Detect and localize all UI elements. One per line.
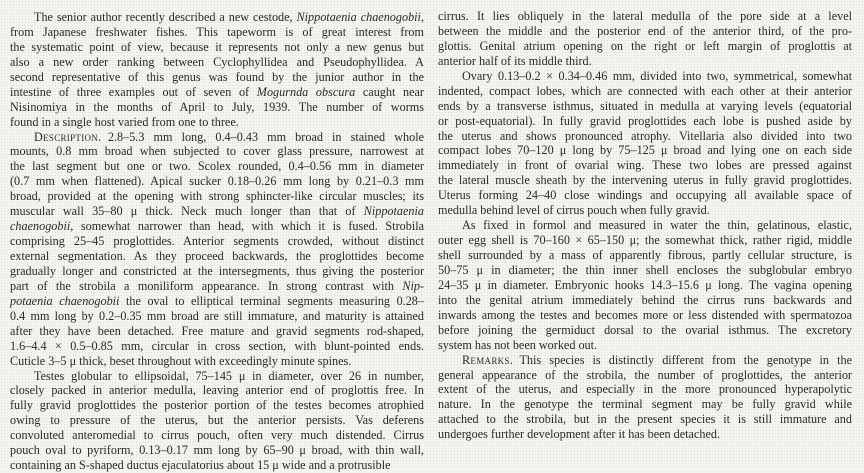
text-line: outer egg shell is 70–160 × 65–150 μ; the somewhat thick, rather rigid, middle <box>438 233 852 248</box>
text-line: 1.6–4.4 × 0.5–0.85 mm, circular in cross section, with blunt-pointed ends. <box>10 339 424 354</box>
text-line: immediately in front of ovarial wing. These two lobes are pressed against <box>438 158 852 173</box>
text-line: broad, provided at the opening with strong sphincter-like circular muscles; its <box>10 189 424 204</box>
text-line: pouch oval to pyriform, 0.13–0.17 mm long by 65–90 μ broad, with thin wall, <box>10 443 424 458</box>
text-line: Cuticle 3–5 μ thick, beset throughout with exceedingly minute spines. <box>10 354 424 369</box>
section-description <box>10 130 424 369</box>
text-line: mounts, 0.8 mm broad when subjected to cover glass pressure, narrowest at <box>10 144 424 159</box>
text-line: convoluted anteromedial to cirrus pouch, often very much distended. Cirrus <box>10 428 424 443</box>
text-line: also a new order ranking between Cyclophyllidea and Pseudophyllidea. A <box>10 55 424 70</box>
text-line: indented, compact lobes, which are connected with each other at their anterior <box>438 84 852 99</box>
text-line: anterior half of its middle third. <box>438 54 852 69</box>
text-line: Remarks. This species is distinctly different from the genotype in the <box>438 353 852 368</box>
text-line: general appearance of the strobila, the number of proglottides, the anterior <box>438 368 852 383</box>
text-line: Testes globular to ellipsoidal, 75–145 μ in diameter, over 26 in number, <box>10 369 424 384</box>
text-line: undergoes further development after it has been detached. <box>438 427 852 442</box>
text-line: Description. 2.8–5.3 mm long, 0.4–0.43 mm broad in stained whole <box>10 130 424 145</box>
paragraph <box>10 10 424 130</box>
text-line: attached to the strobila, but in the present species it is still immature and <box>438 412 852 427</box>
right-column <box>438 9 852 442</box>
text-line: from Japanese freshwater fishes. This tapeworm is of great interest from <box>10 25 424 40</box>
section-heading: Description. <box>34 130 108 144</box>
text-line: glottis. Genital atrium opening on the right or left margin of proglottis at <box>438 39 852 54</box>
text-line: cirrus. It lies obliquely in the lateral medulla of the pore side at a level <box>438 9 852 24</box>
text-line: compact lobes 70–120 μ long by 75–125 μ broad and lying one on each side <box>438 143 852 158</box>
text-line: Ovary 0.13–0.2 × 0.34–0.46 mm, divided into two, symmetrical, somewhat <box>438 69 852 84</box>
text-line: owing to pressure of the uterus, but the anterior persists. Vas deferens <box>10 413 424 428</box>
text-line: (0.7 mm when flattened). Apical sucker 0.18–0.26 mm long by 0.21–0.3 mm <box>10 174 424 189</box>
text-line: 0.4 mm long by 0.2–0.35 mm broad are still immature, and maturity is attained <box>10 309 424 324</box>
text-line: inwards among the testes and becomes more or less distended with spermatozoa <box>438 308 852 323</box>
text-line: medulla behind level of cirrus pouch when fully gravid. <box>438 203 852 218</box>
text-line: Uterus forming 24–40 close windings and occupying all available space of <box>438 188 852 203</box>
section-remarks <box>438 353 852 443</box>
text-line: nature. In the genotype the terminal segment may be fully gravid while <box>438 397 852 412</box>
text-line: closely packed in anterior medulla, leaving anterior end of proglottis free. In <box>10 383 424 398</box>
text-line: comprising 25–45 proglottides. Anterior segments crowded, without distinct <box>10 234 424 249</box>
text-line: the lateral muscle sheath by the intervening uterus in fully gravid proglottides. <box>438 173 852 188</box>
text-line: ends by a transverse isthmus, situated in medulla at varying levels (equatorial <box>438 99 852 114</box>
text-line: muscular wall 35–80 μ thick. Neck much longer than that of Nippotaenia <box>10 204 424 219</box>
text-line: between the middle and the posterior end of the anterior third, of the pro- <box>438 24 852 39</box>
text-line: containing an S-shaped ductus ejaculatorius about 15 μ wide and a protrusible <box>10 458 424 473</box>
text-line: system has not been worked out. <box>438 338 852 353</box>
text-line: the systematic point of view, because it represents not only a new genus but <box>10 40 424 55</box>
text-line: shell surrounded by a mass of apparently fibrous, partly cellular structure, is <box>438 248 852 263</box>
text-line: intestine of three examples out of seven of Mogurnda obscura caught near <box>10 85 424 100</box>
text-line: chaenogobii, somewhat narrower than head, with which it is fused. Strobila <box>10 219 424 234</box>
text-line: external segmentation. As they proceed backwards, the proglottides become <box>10 249 424 264</box>
text-line: The senior author recently described a new cestode, Nippotaenia chaenogobii, <box>10 10 424 25</box>
paragraph <box>438 9 852 69</box>
text-line: gradually longer and constricted at the intersegments, thus giving the posterior <box>10 264 424 279</box>
paragraph <box>438 218 852 352</box>
left-column <box>10 10 424 473</box>
text-line: or post-equatorial). In fully gravid proglottides each lobe is pushed aside by <box>438 114 852 129</box>
paragraph <box>10 369 424 473</box>
text-line: 24–35 μ in diameter. Embryonic hooks 14.3–15.6 μ long. The vagina opening <box>438 278 852 293</box>
paragraph <box>438 69 852 218</box>
text-line: found in a single host varied from one to three. <box>10 115 424 130</box>
text-line: into the genital atrium immediately behind the cirrus runs backwards and <box>438 293 852 308</box>
text-line: the last segment but one or two. Scolex rounded, 0.4–0.56 mm in diameter <box>10 159 424 174</box>
text-line: before joining the germiduct dorsal to the ovarial isthmus. The excretory <box>438 323 852 338</box>
text-line: the uterus and shows pronounced atrophy. Vitellaria also divided into two <box>438 129 852 144</box>
text-line: Nisinomiya in the months of April to July, 1939. The number of worms <box>10 100 424 115</box>
text-line: extent of the uterus, and especially in the more pronounced hyperapolytic <box>438 382 852 397</box>
text-line: 50–75 μ in diameter; the thin inner shell encloses the subglobular embryo <box>438 263 852 278</box>
text-line: As fixed in formol and measured in water the thin, gelatinous, elastic, <box>438 218 852 233</box>
text-line: potaenia chaenogobii the oval to elliptical terminal segments measuring 0.28– <box>10 294 424 309</box>
text-line: after they have been detached. Free mature and gravid segments rod-shaped, <box>10 324 424 339</box>
text-line: fully gravid proglottides the posterior portion of the testes becomes atrophied <box>10 398 424 413</box>
text-line: part of the strobila a moniliform appearance. In strong contrast with Nip- <box>10 279 424 294</box>
text-line: second representative of this genus was found by the junior author in the <box>10 70 424 85</box>
section-heading: Remarks. <box>462 353 519 367</box>
